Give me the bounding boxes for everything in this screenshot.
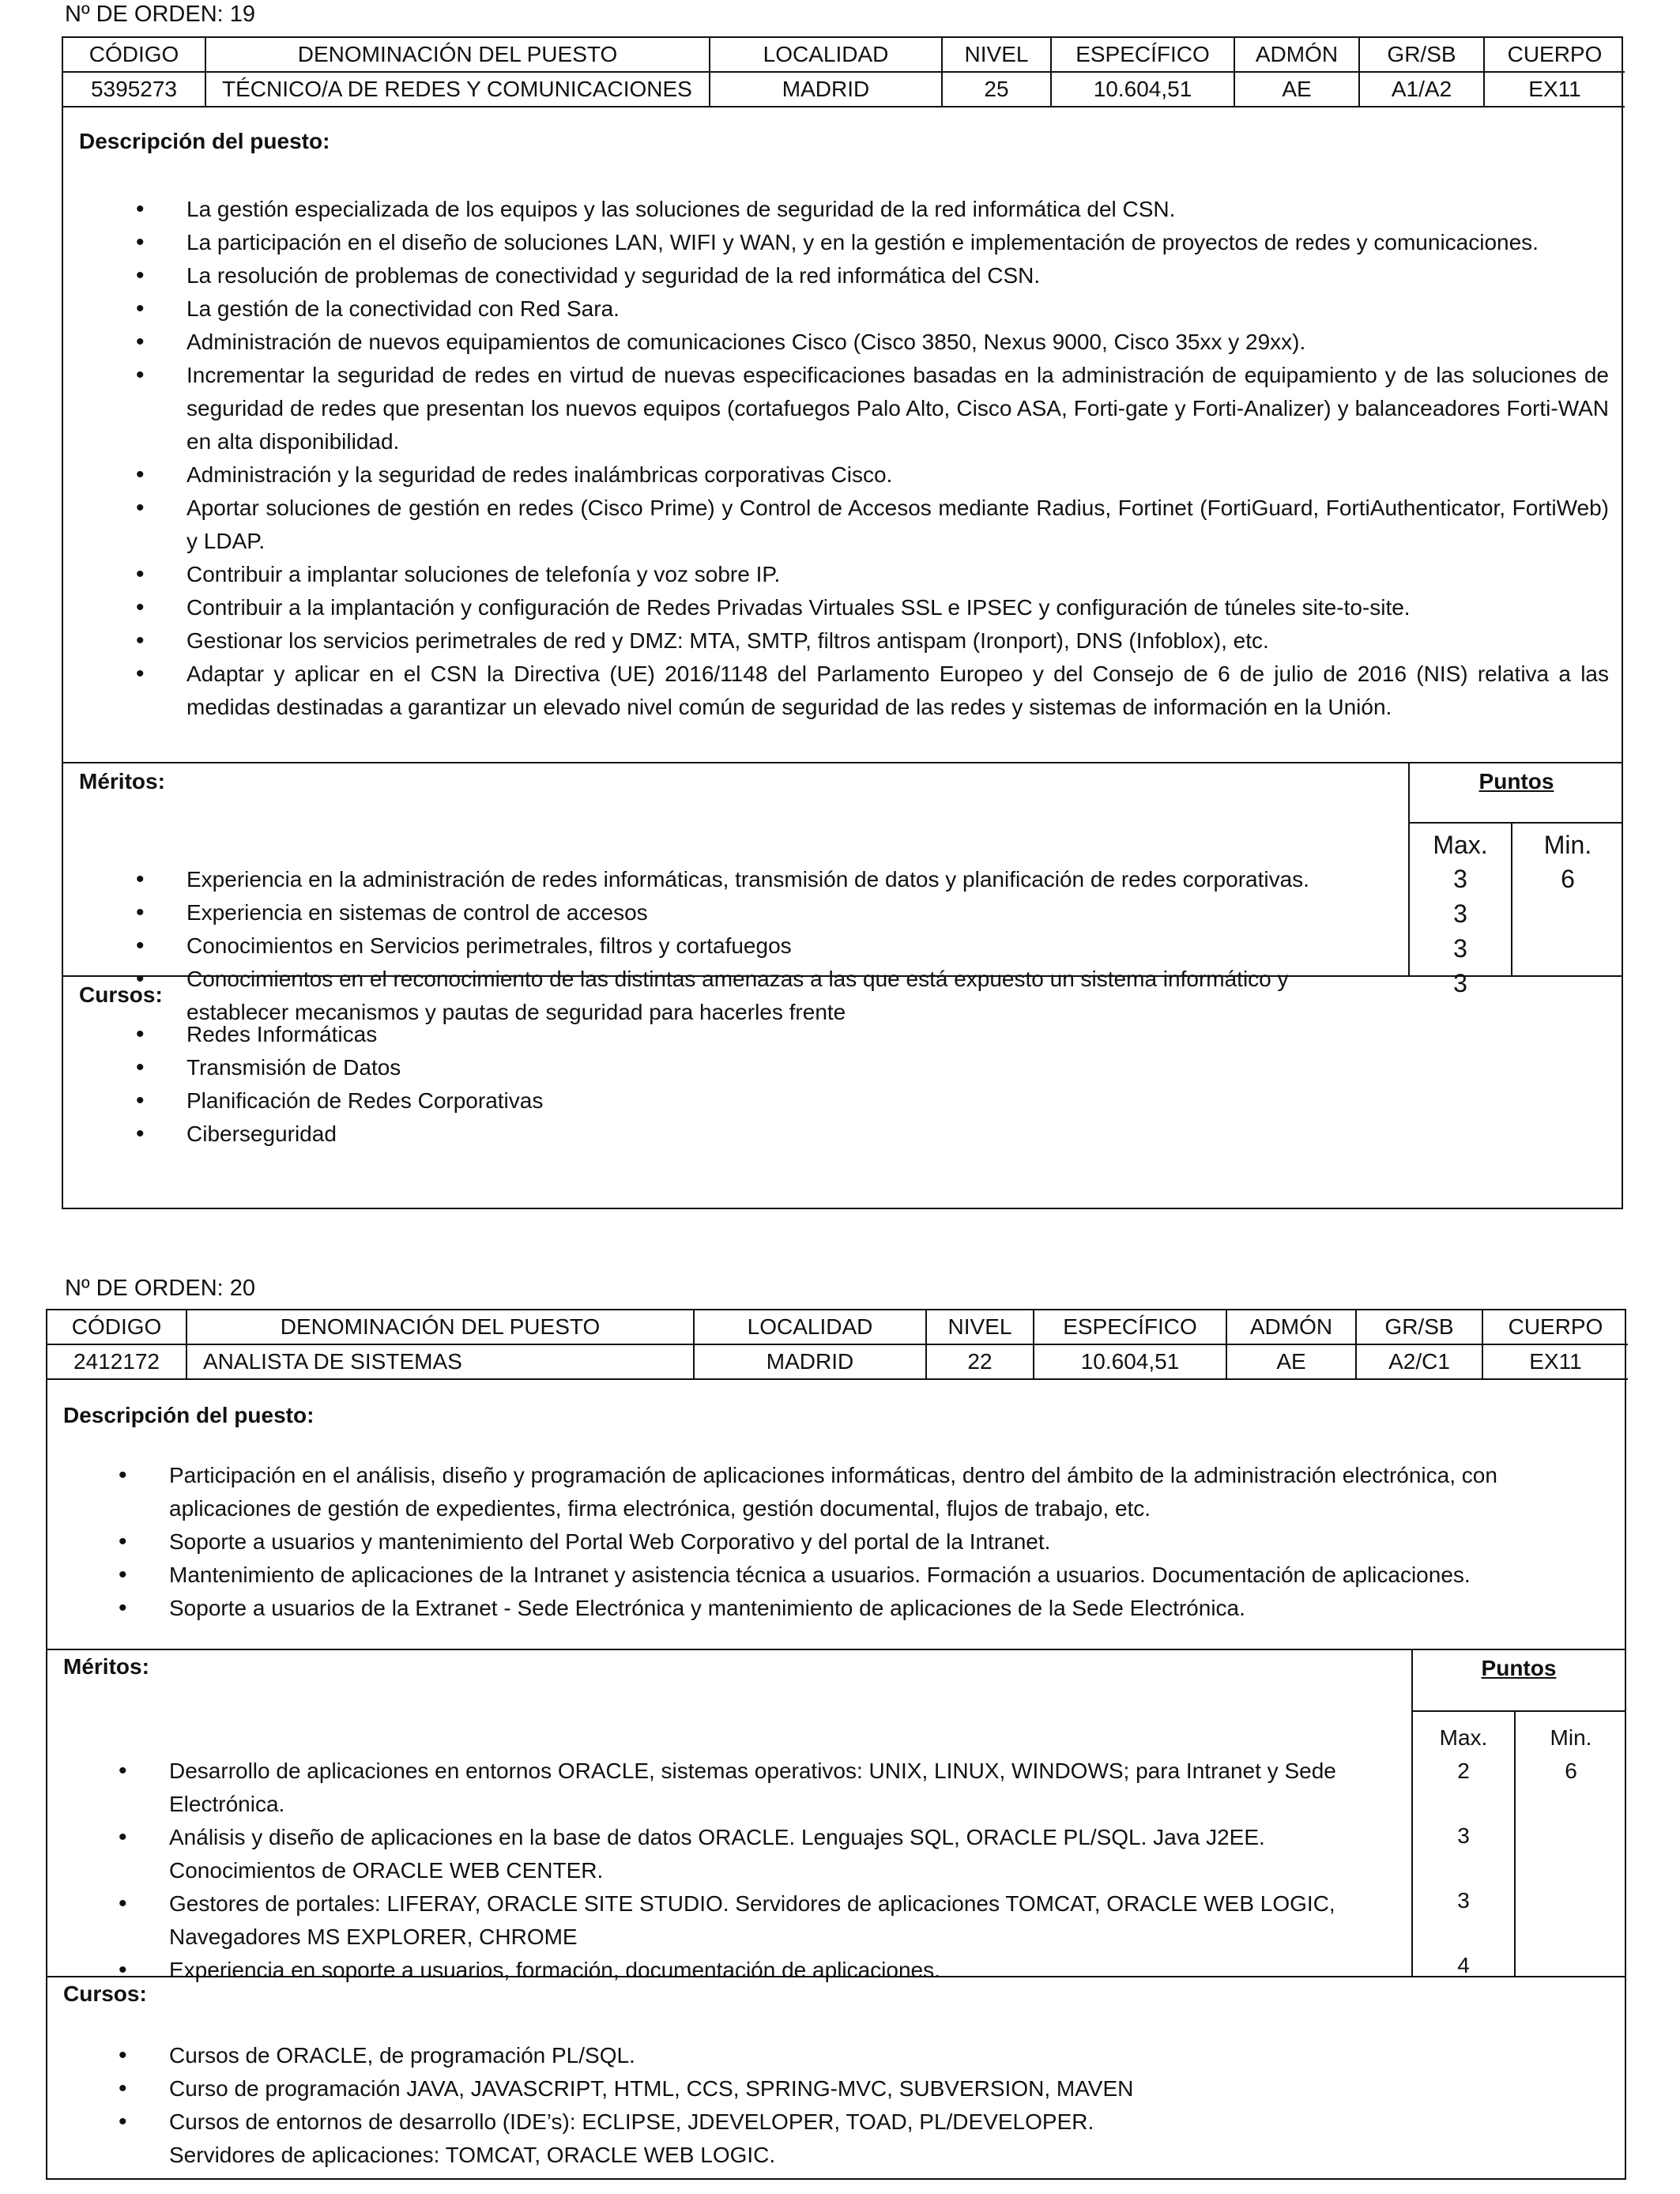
list-item: • Gestionar los servicios perimetrales de red y DMZ: MTA, SMTP, filtros antispam (Ironport), DNS (Infoblox), etc. [186, 624, 1609, 658]
divider [47, 1976, 1625, 1977]
max-value: 4 [1457, 1953, 1470, 1977]
list-item: • Contribuir a la implantación y configuración de Redes Privadas Virtuales SSL e IPSEC y configuración de túneles site-to-site. [186, 591, 1609, 624]
courses-list [169, 2039, 1433, 2172]
job-header-table [47, 1310, 1628, 1380]
max-label: Max. [1433, 831, 1488, 859]
min-label: Min. [1550, 1725, 1592, 1750]
divider [47, 1649, 1625, 1650]
header-cell: LOCALIDAD [694, 1310, 926, 1344]
table-cell: AE [1226, 1344, 1356, 1379]
min-label: Min. [1543, 831, 1592, 859]
merits-list [186, 863, 1324, 1029]
table-cell: 10.604,51 [1051, 72, 1234, 107]
header-cell: ADMÓN [1234, 38, 1359, 72]
list-item: • Ciberseguridad [186, 1118, 1293, 1151]
divider [63, 975, 1622, 977]
table-cell: MADRID [694, 1344, 926, 1379]
header-cell: LOCALIDAD [710, 38, 942, 72]
table-row [63, 72, 1625, 107]
list-item: • Aportar soluciones de gestión en redes (Cisco Prime) y Control de Accesos mediante Radius, Fortinet (FortiGuard, FortiAuthenticator, FortiWeb) y LDAP. [186, 492, 1609, 558]
merits-title: Méritos: [63, 1654, 149, 1679]
list-item: • Soporte a usuarios y mantenimiento del Portal Web Corporativo y del portal de la Intranet. [169, 1525, 1615, 1559]
courses-title: Cursos: [79, 982, 163, 1007]
table-cell: 22 [926, 1344, 1034, 1379]
points-title: Puntos [1478, 769, 1554, 794]
list-item: • Participación en el análisis, diseño y programación de aplicaciones informáticas, dentro del ámbito de la administración electrónica, con aplicaciones de gestión de expedientes, firma electrónica, gestión documental, flujos de trabajo, etc. [169, 1459, 1615, 1525]
list-item: • Administración de nuevos equipamientos de comunicaciones Cisco (Cisco 3850, Nexus 9000, Cisco 35xx y 29xx). [186, 326, 1609, 359]
list-item: • Soporte a usuarios de la Extranet - Sede Electrónica y mantenimiento de aplicaciones de la Sede Electrónica. [169, 1592, 1615, 1625]
list-item: • La gestión especializada de los equipos y las soluciones de seguridad de la red informática del CSN. [186, 193, 1609, 226]
table-cell: MADRID [710, 72, 942, 107]
header-cell: DENOMINACIÓN DEL PUESTO [186, 1310, 694, 1344]
header-cell: DENOMINACIÓN DEL PUESTO [205, 38, 710, 72]
description-list [169, 1459, 1615, 1625]
list-item: • La resolución de problemas de conectividad y seguridad de la red informática del CSN. [186, 259, 1609, 292]
header-cell: NIVEL [926, 1310, 1034, 1344]
list-item: • Análisis y diseño de aplicaciones en la base de datos ORACLE. Lenguajes SQL, ORACLE PL/SQL. Java J2EE. Conocimientos de ORACLE WEB CENTER. [169, 1821, 1402, 1887]
list-item: • Experiencia en sistemas de control de accesos [186, 896, 1324, 929]
max-column [1413, 1721, 1514, 1977]
table-header-row [63, 38, 1625, 72]
points-header [1410, 765, 1623, 798]
header-cell: CUERPO [1484, 38, 1625, 72]
list-item: • Transmisión de Datos [186, 1051, 1293, 1084]
list-item: Servidores de aplicaciones: TOMCAT, ORACLE WEB LOGIC. [169, 2143, 776, 2167]
max-value: 3 [1453, 969, 1467, 997]
table-cell: 25 [942, 72, 1051, 107]
min-value: 6 [1565, 1759, 1577, 1783]
courses-title: Cursos: [63, 1981, 147, 2006]
points-title: Puntos [1481, 1656, 1557, 1680]
list-item: • Administración y la seguridad de redes inalámbricas corporativas Cisco. [186, 458, 1609, 492]
header-cell: ADMÓN [1226, 1310, 1356, 1344]
min-column [1516, 1721, 1626, 1800]
header-cell: CÓDIGO [47, 1310, 186, 1344]
table-cell: EX11 [1482, 1344, 1628, 1379]
max-value: 3 [1457, 1823, 1470, 1848]
min-value: 6 [1561, 865, 1575, 893]
order-title: Nº DE ORDEN: 20 [65, 1276, 256, 1301]
table-cell: A1/A2 [1359, 72, 1484, 107]
table-cell: ANALISTA DE SISTEMAS [186, 1344, 694, 1379]
job-block [46, 1309, 1626, 2180]
max-value: 3 [1453, 865, 1467, 893]
list-item: • La participación en el diseño de soluciones LAN, WIFI y WAN, y en la gestión e implementación de proyectos de redes y comunicaciones. [186, 226, 1609, 259]
max-value: 3 [1453, 899, 1467, 928]
table-cell: 5395273 [63, 72, 205, 107]
job-block [62, 36, 1623, 1209]
max-value: 3 [1457, 1888, 1470, 1913]
table-cell: 2412172 [47, 1344, 186, 1379]
merits-list [169, 1755, 1402, 1987]
description-title: Descripción del puesto: [63, 1403, 315, 1427]
divider [63, 762, 1622, 763]
header-cell: NIVEL [942, 38, 1051, 72]
table-cell: A2/C1 [1356, 1344, 1482, 1379]
table-header-row [47, 1310, 1628, 1344]
list-item: • Desarrollo de aplicaciones en entornos ORACLE, sistemas operativos: UNIX, LINUX, WINDOWS; para Intranet y Sede Electrónica. [169, 1755, 1402, 1821]
merits-title: Méritos: [79, 769, 165, 794]
list-item: • Conocimientos en Servicios perimetrales, filtros y cortafuegos [186, 929, 1324, 963]
description-list [186, 193, 1609, 724]
header-cell: GR/SB [1356, 1310, 1482, 1344]
list-item: • La gestión de la conectividad con Red Sara. [186, 292, 1609, 326]
order-title: Nº DE ORDEN: 19 [65, 2, 256, 27]
divider [1408, 822, 1622, 824]
min-column [1512, 828, 1623, 896]
header-cell: GR/SB [1359, 38, 1484, 72]
max-label: Max. [1439, 1725, 1488, 1750]
header-cell: CÓDIGO [63, 38, 205, 72]
list-item: • Planificación de Redes Corporativas [186, 1084, 1293, 1118]
list-item: • Cursos de ORACLE, de programación PL/SQL. [169, 2039, 1433, 2072]
header-cell: ESPECÍFICO [1051, 38, 1234, 72]
description-title: Descripción del puesto: [79, 129, 330, 153]
list-item: • Cursos de entornos de desarrollo (IDE’s): ECLIPSE, JDEVELOPER, TOAD, PL/DEVELOPER. [169, 2105, 1433, 2139]
list-item: • Experiencia en soporte a usuarios, formación, documentación de aplicaciones. [169, 1954, 1402, 1987]
max-value: 2 [1457, 1759, 1470, 1783]
points-header [1413, 1652, 1625, 1685]
header-cell: CUERPO [1482, 1310, 1628, 1344]
list-item: • Curso de programación JAVA, JAVASCRIPT, HTML, CCS, SPRING-MVC, SUBVERSION, MAVEN [169, 2072, 1433, 2105]
list-item: • Mantenimiento de aplicaciones de la Intranet y asistencia técnica a usuarios. Formación a usuarios. Documentación de aplicaciones. [169, 1559, 1615, 1592]
courses-list [186, 1018, 1293, 1151]
list-item: • Gestores de portales: LIFERAY, ORACLE SITE STUDIO. Servidores de aplicaciones TOMCAT, ORACLE WEB LOGIC, Navegadores MS EXPLORER, CHROME [169, 1887, 1402, 1954]
table-row [47, 1344, 1628, 1379]
list-item: • Contribuir a implantar soluciones de telefonía y voz sobre IP. [186, 558, 1609, 591]
header-cell: ESPECÍFICO [1034, 1310, 1226, 1344]
max-value: 3 [1453, 934, 1467, 963]
list-item: • Incrementar la seguridad de redes en virtud de nuevas especificaciones basadas en la administración de equipamiento y de las soluciones de seguridad de redes que presentan los nuevos equipos (cortafuegos Palo Alto, Cisco ASA, Forti-gate y Forti-Analizer) y balanceadores Forti-WAN en alta disponibilidad. [186, 359, 1609, 458]
list-item: • Experiencia en la administración de redes informáticas, transmisión de datos y planificación de redes corporativas. [186, 863, 1324, 896]
list-item: • Adaptar y aplicar en el CSN la Directiva (UE) 2016/1148 del Parlamento Europeo y del Consejo de 6 de julio de 2016 (NIS) relativa a las medidas destinadas a garantizar un elevado nivel común de seguridad de las redes y sistemas de información en la Unión. [186, 658, 1609, 724]
table-cell: EX11 [1484, 72, 1625, 107]
table-cell: 10.604,51 [1034, 1344, 1226, 1379]
job-header-table [63, 38, 1625, 107]
table-cell: TÉCNICO/A DE REDES Y COMUNICACIONES [205, 72, 710, 107]
divider [1411, 1710, 1625, 1712]
list-item: • Redes Informáticas [186, 1018, 1293, 1051]
table-cell: AE [1234, 72, 1359, 107]
list-item: • Conocimientos en el reconocimiento de las distintas amenazas a las que está expuesto un sistema informático y establecer mecanismos y pautas de seguridad para hacerles frente [186, 963, 1324, 1029]
